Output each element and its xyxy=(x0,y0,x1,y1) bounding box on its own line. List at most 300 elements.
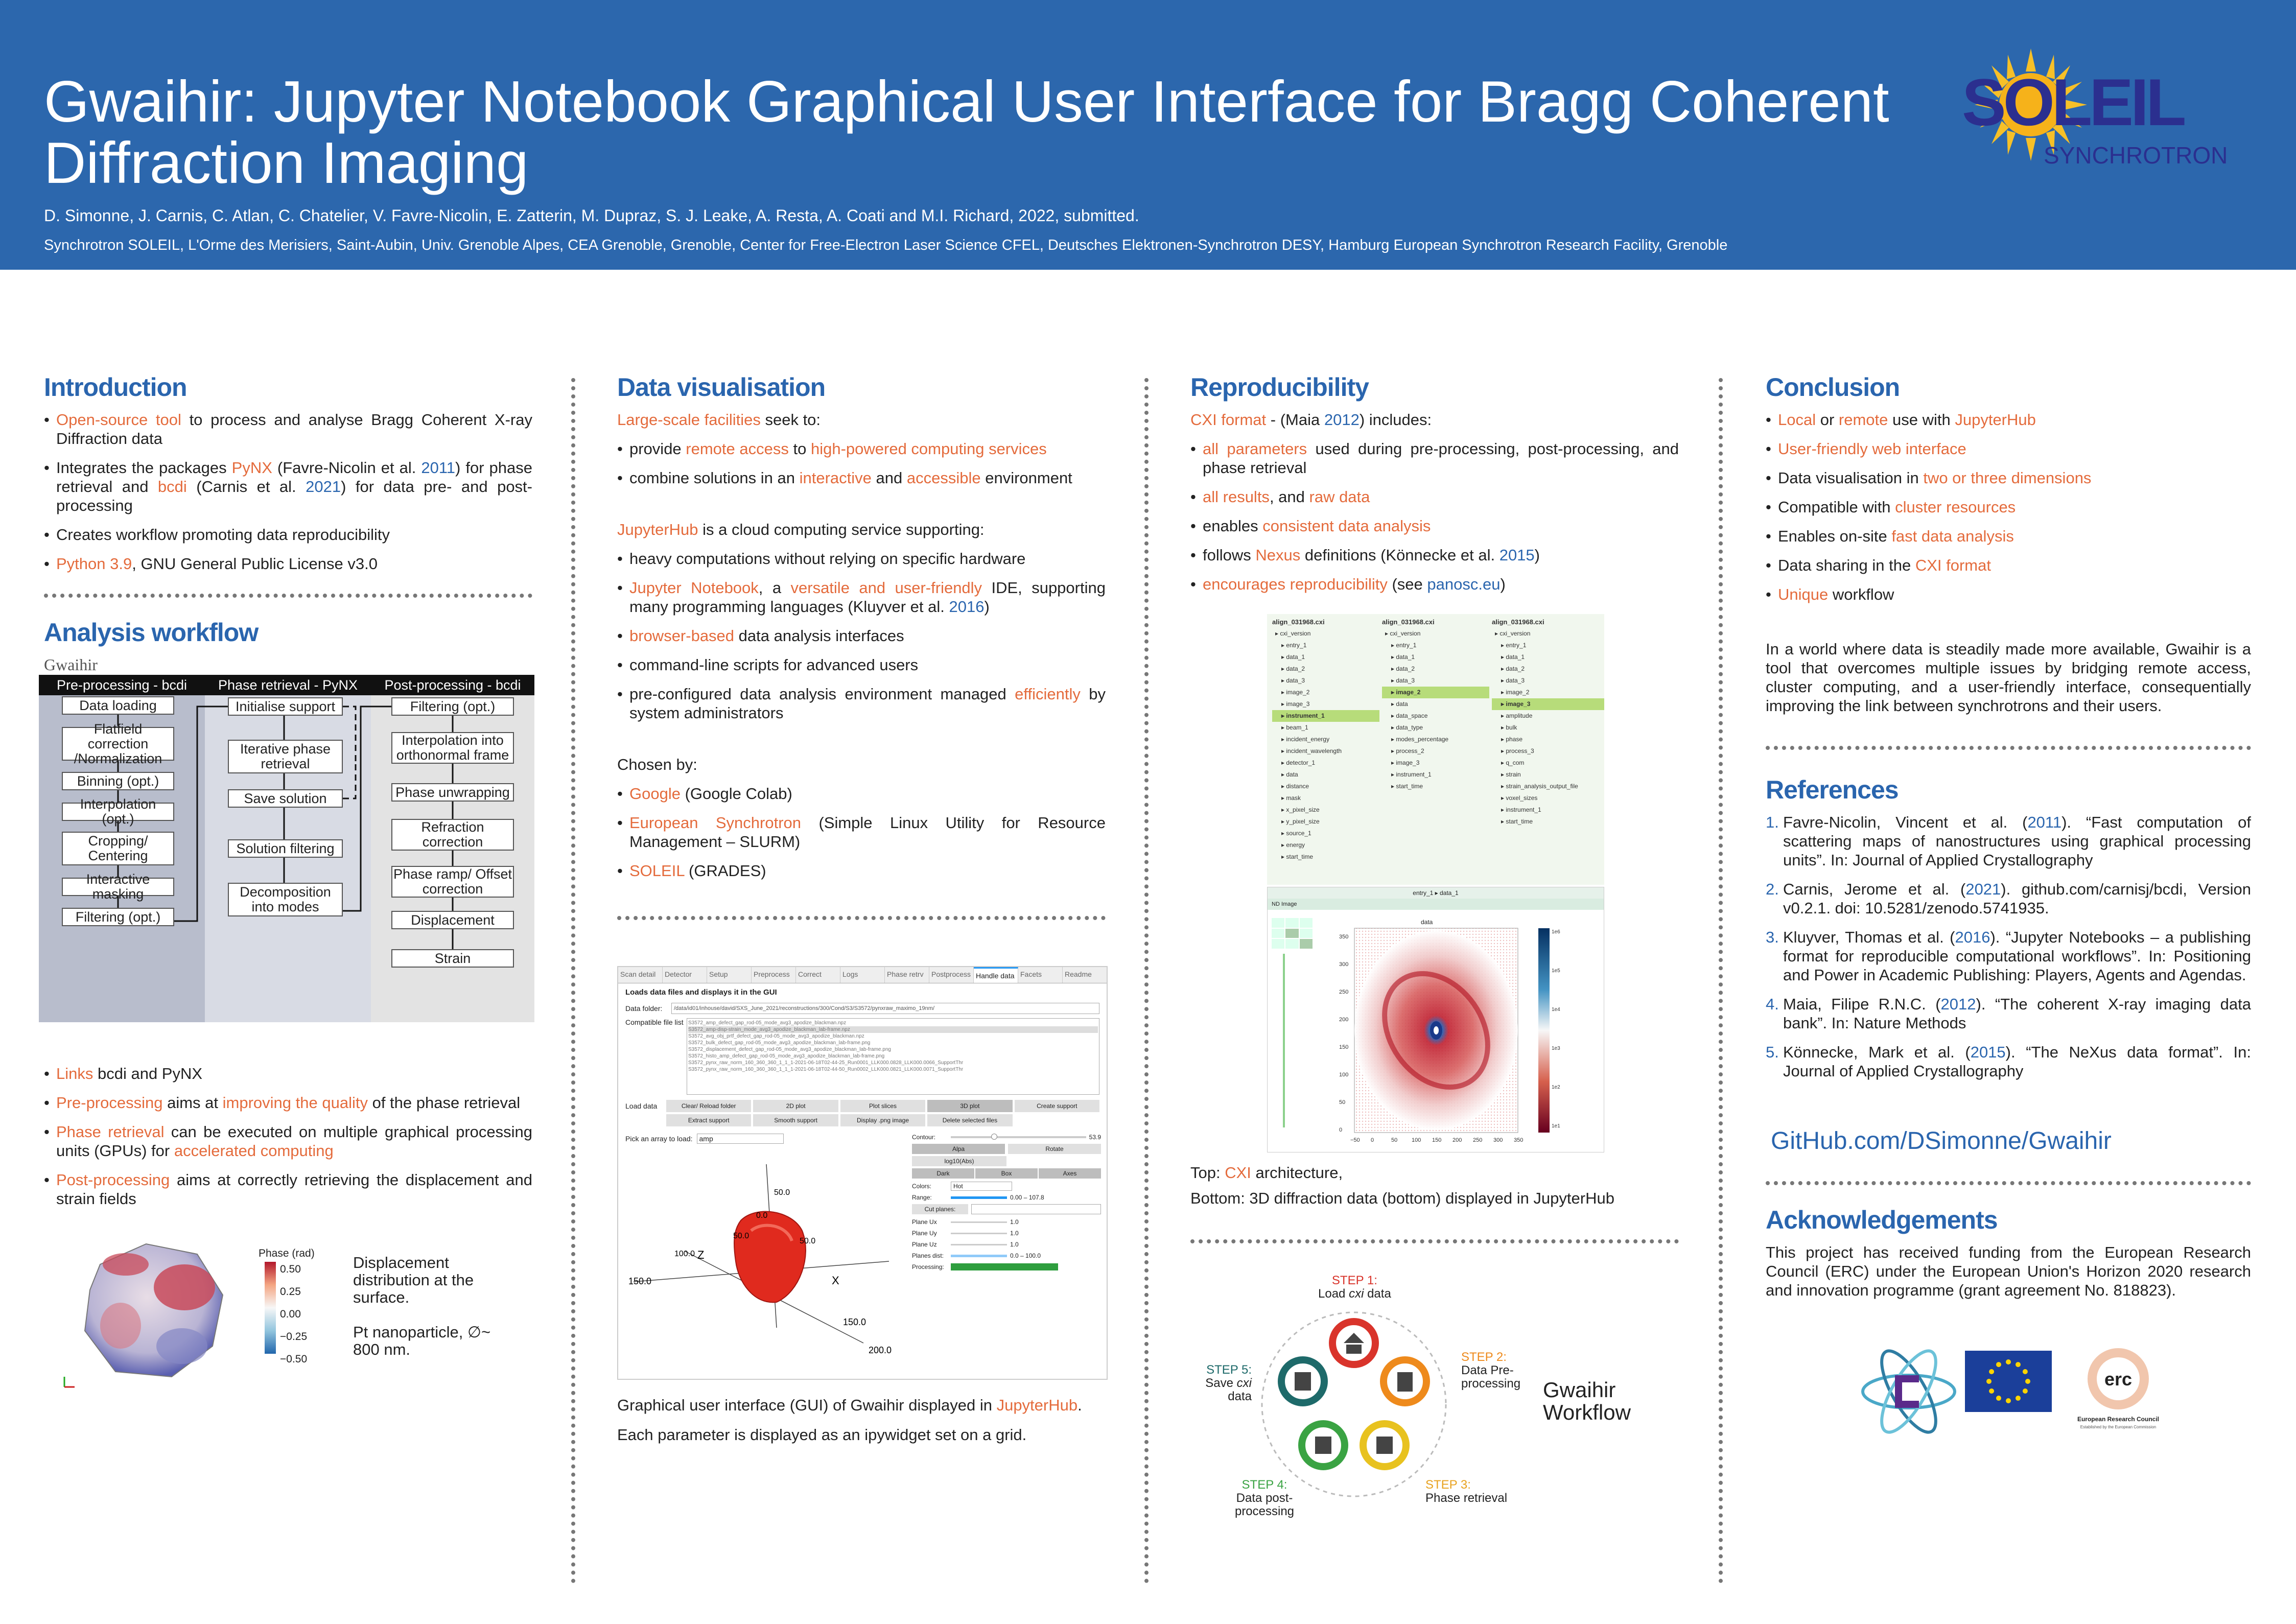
references-heading: References xyxy=(1766,775,1899,804)
pre-step: Filtering (opt.) xyxy=(62,908,174,926)
pre-step: Cropping/ Centering xyxy=(62,832,174,865)
plane-uz-slider[interactable] xyxy=(951,1244,1007,1245)
viewer-cbar-tick: 1e5 xyxy=(1552,968,1560,974)
tree-node[interactable]: ▸ data_3 xyxy=(1391,677,1415,684)
gui-pick-label: Pick an array to load: xyxy=(625,1135,693,1143)
tree-node[interactable]: ▸ data_1 xyxy=(1391,653,1415,661)
tree-node[interactable]: ▸ image_2 xyxy=(1382,687,1489,698)
range-label: Range: xyxy=(912,1194,932,1201)
tree-title: align_031968.cxi xyxy=(1382,618,1435,626)
gui-folder-label: Data folder: xyxy=(625,1004,663,1013)
plot-slices-button[interactable]: Plot slices xyxy=(840,1100,925,1112)
svg-text:Established by the European Co: Established by the European Commission xyxy=(2080,1425,2157,1429)
viewer-xtick: −50 xyxy=(1350,1137,1360,1143)
tree-node[interactable]: ▸ modes_percentage xyxy=(1391,736,1449,743)
list-item[interactable]: S3572_displacement_defect_gap_rod-05_mode_avg3_apodize_blackman_lab-frame.png xyxy=(688,1047,891,1052)
viewer-xtick: 350 xyxy=(1514,1137,1524,1143)
reproducibility-heading: Reproducibility xyxy=(1190,373,1369,402)
tree-node[interactable]: ▸ mask xyxy=(1281,794,1301,802)
authors-line: D. Simonne, J. Carnis, C. Atlan, C. Chatelier, V. Favre-Nicolin, E. Zatterin, M. Dupraz, S. J. Leake, A. Resta, A. Coati and M.I. Richard, 2022, submitted. xyxy=(44,206,1139,225)
viewer-ytick: 350 xyxy=(1339,934,1349,940)
delete-files-button[interactable]: Delete selected files xyxy=(927,1114,1012,1126)
reference-item: 4. Maia, Filipe R.N.C. (2012). “The coherent X-ray imaging data bank”. In: Nature Methods xyxy=(1766,995,2252,1032)
post-step: Displacement xyxy=(391,911,514,929)
eu-flag-icon xyxy=(1965,1351,2052,1412)
svg-text:X: X xyxy=(832,1274,839,1287)
logo-subtext: SYNCHROTRON xyxy=(2044,142,2228,169)
gui-list-label: Compatible file list xyxy=(625,1018,684,1026)
conclusion-heading: Conclusion xyxy=(1766,373,1900,402)
gui-tab[interactable]: Correct xyxy=(796,967,840,983)
tree-node[interactable]: ▸ instrument_1 xyxy=(1501,806,1541,813)
load-step-icon xyxy=(1332,1322,1375,1364)
colorbar-title: Phase (rad) xyxy=(259,1248,315,1259)
cxi-tree-3 xyxy=(1492,628,1604,828)
eu-star xyxy=(2025,1379,2030,1384)
eu-star xyxy=(2006,1398,2011,1403)
viewer-ytick: 300 xyxy=(1339,961,1349,968)
tree-node[interactable]: ▸ bulk xyxy=(1501,724,1517,731)
plane-ux-label: Plane Ux xyxy=(912,1218,937,1226)
viewer-ytick: 200 xyxy=(1339,1017,1349,1023)
dataviz-list-1 xyxy=(617,439,1106,487)
extract-support-button[interactable]: Extract support xyxy=(666,1114,751,1126)
save-step-icon xyxy=(1281,1360,1324,1403)
processing-label: Processing: xyxy=(912,1263,944,1270)
tree-node[interactable]: ▸ image_3 xyxy=(1492,698,1604,710)
dataviz-list-2 xyxy=(617,549,1106,722)
section-separator xyxy=(1766,1181,2251,1185)
colorbar-ticks: 0.50 0.25 0.00 −0.25 −0.50 xyxy=(280,1263,308,1365)
post-step: Refraction correction xyxy=(391,819,514,851)
gui-tab[interactable]: Phase retrv xyxy=(885,967,929,983)
viewer-ytick: 50 xyxy=(1339,1099,1346,1105)
plane-uy-label: Plane Uy xyxy=(912,1230,937,1237)
affiliations-line: Synchrotron SOLEIL, L'Orme des Merisiers, Saint-Aubin, Univ. Grenoble Alpes, CEA Grenoble, Grenoble, Center for Free-Electron Laser Science CFEL, Deutsches Elektronen-Synchrotron DESY, Hamburg European Synchrotron Research Facility, Grenoble xyxy=(44,237,1728,253)
eu-star xyxy=(2016,1396,2021,1401)
eu-star xyxy=(1996,1362,2001,1367)
viewer-ytick: 150 xyxy=(1339,1044,1349,1050)
list-item: • provide remote access to high-powered computing services xyxy=(617,439,1106,458)
chosen-by: Chosen by: xyxy=(617,756,697,773)
tree-node[interactable]: ▸ image_2 xyxy=(1281,689,1310,696)
tree-node[interactable]: ▸ image_3 xyxy=(1281,700,1310,708)
tree-node[interactable]: ▸ y_pixel_size xyxy=(1281,818,1320,825)
tree-node[interactable]: ▸ data_type xyxy=(1391,724,1423,731)
svg-text:0.0: 0.0 xyxy=(756,1211,768,1220)
tree-node[interactable]: ▸ data xyxy=(1281,771,1298,778)
tree-node[interactable]: ▸ data xyxy=(1391,700,1408,708)
tree-node[interactable]: ▸ strain_analysis_output_file xyxy=(1501,783,1578,790)
list-item: • SOLEIL (GRADES) xyxy=(617,861,1106,880)
phase-step: Initialise support xyxy=(228,697,343,716)
gui-tabbar xyxy=(618,967,1107,983)
preprocess-step-icon xyxy=(1384,1360,1426,1403)
svg-text:50.0: 50.0 xyxy=(800,1237,816,1245)
list-item: • Jupyter Notebook, a versatile and user-friendly IDE, supporting many programming languages (Kluyver et al. 2016) xyxy=(617,578,1106,616)
post-step: Strain xyxy=(391,949,514,968)
introduction-list xyxy=(44,410,532,573)
viewer-xtick: 250 xyxy=(1473,1137,1483,1143)
column-introduction xyxy=(44,373,532,1397)
tree-node[interactable]: ▸ beam_1 xyxy=(1281,724,1308,731)
workflow-heading: Analysis workflow xyxy=(44,618,259,647)
planes-dist-label: Planes dist: xyxy=(912,1252,944,1259)
list-item: • encourages reproducibility (see panosc.eu) xyxy=(1190,575,1679,594)
list-item[interactable]: S3572_pynx_raw_norm_160_360_360_1_1_1-2021-06-18T02-44-25_Run0001_LLK000.0828_LLK000.0066_SupportThr xyxy=(688,1060,964,1066)
gui-tab[interactable]: Scan detail xyxy=(618,967,663,983)
tree-node[interactable]: ▸ distance xyxy=(1281,783,1309,790)
tree-node[interactable]: ▸ q_com xyxy=(1501,759,1525,766)
cxi-intro: CXI format - (Maia 2012) includes: xyxy=(1190,411,1432,429)
pre-step: Interpolation (opt.) xyxy=(62,803,174,821)
list-item: • Integrates the packages PyNX (Favre-Nicolin et al. 2011) for phase retrieval and bcdi (Carnis et al. 2021) for data pre- and post- processing xyxy=(44,458,532,515)
viewer-titlebar: entry_1 ▸ data_1 xyxy=(1268,887,1604,899)
column-reproducibility xyxy=(1190,373,1679,1529)
workflow-cycle-title: Gwaihir Workflow xyxy=(1543,1378,1631,1424)
tree-node[interactable]: ▸ incident_energy xyxy=(1281,736,1330,743)
viewer-ytick: 100 xyxy=(1339,1072,1349,1078)
list-item: • pre-configured data analysis environment managed efficiently by system administrators xyxy=(617,685,1106,722)
list-item[interactable]: S3572_histo_amp_defect_gap_rod-05_mode_avg3_apodize_blackman_lab-frame.png xyxy=(688,1053,885,1059)
svg-text:100.0: 100.0 xyxy=(674,1250,695,1258)
logo-text: SOLEIL xyxy=(1962,65,2184,139)
introduction-heading: Introduction xyxy=(44,373,187,402)
svg-text:50.0: 50.0 xyxy=(774,1188,790,1197)
column-separator xyxy=(1144,378,1149,1584)
list-item[interactable]: S3572_pynx_raw_norm_160_360_360_1_1_1-2021-06-18T02-44-50_Run0002_LLK000.0821_LLK000.0071_SupportThr xyxy=(688,1067,964,1072)
tree-node[interactable]: ▸ data_1 xyxy=(1281,653,1305,661)
diffraction-viewer xyxy=(1267,887,1604,1152)
tree-node[interactable]: ▸ image_2 xyxy=(1501,689,1530,696)
tree-node[interactable]: ▸ image_3 xyxy=(1391,759,1420,766)
tree-node[interactable]: ▸ voxel_sizes xyxy=(1501,794,1538,802)
cxi-tree-figure xyxy=(1267,614,1604,885)
workflow-cycle xyxy=(1190,1264,1679,1529)
contour-label: Contour: xyxy=(912,1134,936,1141)
nanoparticle-render xyxy=(44,1234,269,1397)
tree-node[interactable]: ▸ data_2 xyxy=(1281,665,1305,672)
step-4-label: STEP 4: Data post-processing xyxy=(1234,1478,1295,1518)
tree-title: align_031968.cxi xyxy=(1272,618,1325,626)
eu-star xyxy=(2023,1388,2028,1394)
dataviz-heading: Data visualisation xyxy=(617,373,826,402)
plot-3d-button[interactable]: 3D plot xyxy=(927,1100,1012,1112)
jupyterhub-intro: JupyterHub is a cloud computing service supporting: xyxy=(617,521,985,538)
tree-title: align_031968.cxi xyxy=(1492,618,1544,626)
tree-node[interactable]: ▸ process_2 xyxy=(1391,747,1424,755)
plane-uz-label: Plane Uz xyxy=(912,1241,937,1248)
svg-text:50.0: 50.0 xyxy=(733,1232,749,1240)
tree-node[interactable]: ▸ data_2 xyxy=(1501,665,1525,672)
phase-retrieval-header: Phase retrieval - PyNX xyxy=(205,675,371,695)
contour-value: 53.9 xyxy=(1089,1134,1101,1141)
post-step: Phase unwrapping xyxy=(391,783,514,802)
gui-tab[interactable]: Facets xyxy=(1018,967,1063,983)
tree-node[interactable]: ▸ detector_1 xyxy=(1281,759,1316,766)
plot-2d-button[interactable]: 2D plot xyxy=(753,1100,838,1112)
reference-item: 2. Carnis, Jerome et al. (2021). github.com/carnisj/bcdi, Version v0.2.1. doi: 10.5281/zenodo.5741935. xyxy=(1766,880,2251,917)
cxi-tree-1 xyxy=(1272,628,1379,863)
section-separator xyxy=(1190,1239,1679,1243)
phase-step: Iterative phase retrieval xyxy=(228,740,343,773)
contour-slider[interactable] xyxy=(951,1136,1086,1138)
eu-star xyxy=(1996,1396,2001,1401)
section-separator xyxy=(44,594,532,598)
eu-star xyxy=(2016,1362,2021,1367)
phase-step: Solution filtering xyxy=(228,839,343,858)
tree-node[interactable]: ▸ amplitude xyxy=(1501,712,1533,719)
viewer-xtick: 0 xyxy=(1371,1137,1374,1143)
tree-node[interactable]: ▸ strain xyxy=(1501,771,1521,778)
cycle-diagram xyxy=(1252,1305,1456,1504)
pre-step: Binning (opt.) xyxy=(62,772,174,790)
soleil-logo xyxy=(1941,49,2238,181)
gui-tab[interactable]: Preprocess xyxy=(752,967,796,983)
processing-bar xyxy=(951,1263,1058,1270)
list-item: • Google (Google Colab) xyxy=(617,784,1106,803)
tree-node[interactable]: ▸ process_3 xyxy=(1501,747,1534,755)
list-item: • Creates workflow promoting data reproducibility xyxy=(44,525,532,544)
column-separator xyxy=(1719,378,1723,1584)
eu-star xyxy=(1986,1379,1992,1384)
list-item: • Open-source tool to process and analyse Bragg Coherent X-ray Diffraction data xyxy=(44,410,532,448)
gui-folder-select[interactable]: /data/id01/inhouse/david/SXS_June_2021/reconstructions/300/Cond/S3/S3572/pynxraw_maximo_19nm/ xyxy=(671,1003,1099,1014)
tree-node[interactable]: ▸ data_space xyxy=(1391,712,1428,719)
pre-step: Data loading xyxy=(62,696,174,715)
list-item: • Compatible with cluster resources xyxy=(1766,498,2251,516)
range-value: 0.00 – 107.8 xyxy=(1010,1194,1044,1201)
viewer-cbar-tick: 1e4 xyxy=(1552,1007,1560,1013)
svg-text:150.0: 150.0 xyxy=(843,1317,866,1327)
plane-ux-slider[interactable] xyxy=(951,1221,1007,1223)
tree-node[interactable]: ▸ instrument_1 xyxy=(1391,771,1432,778)
list-item: • Enables on-site fast data analysis xyxy=(1766,527,2251,546)
tree-node[interactable]: ▸ start_time xyxy=(1391,783,1423,790)
colors-label: Colors: xyxy=(912,1183,932,1190)
section-separator xyxy=(1766,746,2251,750)
list-item: • all results, and raw data xyxy=(1190,487,1679,506)
acknowledgements-text: This project has received funding from the European Research Council (ERC) under the European Union's Horizon 2020 research and innovation programme (grant agreement No. 818823). xyxy=(1766,1243,2251,1299)
tree-node[interactable]: ▸ entry_1 xyxy=(1501,642,1527,649)
dataviz-list-3 xyxy=(617,784,1106,880)
rotate-toggle[interactable]: Rotate xyxy=(1008,1144,1101,1154)
conclusion-list xyxy=(1766,410,2251,604)
display-png-button[interactable]: Display .png image xyxy=(840,1114,925,1126)
tree-node[interactable]: ▸ entry_1 xyxy=(1391,642,1417,649)
log-toggle[interactable]: log10(Abs) xyxy=(912,1156,1006,1166)
step-3-label: STEP 3: Phase retrieval xyxy=(1425,1478,1508,1505)
viewer-xtick: 300 xyxy=(1493,1137,1503,1143)
particle-caption-2: Pt nanoparticle, ∅~ 800 nm. xyxy=(353,1323,491,1358)
list-item[interactable]: S3572_amp_defect_gap_rod-05_mode_avg3_apodize_blackman.npz xyxy=(688,1020,847,1026)
phase-step: Decomposition into modes xyxy=(228,883,343,916)
tree-node[interactable]: ▸ incident_wavelength xyxy=(1281,747,1342,755)
colorbar xyxy=(265,1262,276,1354)
eu-star xyxy=(2023,1369,2028,1374)
step-5-label: STEP 5: Save cxi data xyxy=(1205,1363,1252,1403)
plane-uy-slider[interactable] xyxy=(951,1233,1007,1234)
list-item: • Unique workflow xyxy=(1766,585,2251,604)
reference-item: 5. Könnecke, Mark et al. (2015). “The NeXus data format”. In: Journal of Applied Crystallography xyxy=(1766,1043,2251,1080)
cxi-caption-1: Top: CXI architecture, xyxy=(1190,1164,1343,1182)
dataviz-intro: Large-scale facilities seek to: xyxy=(617,411,821,429)
erc-logo-icon xyxy=(2067,1340,2169,1443)
diffraction-plot xyxy=(1319,918,1605,1153)
tree-node[interactable]: ▸ start_time xyxy=(1501,818,1533,825)
svg-text:Z: Z xyxy=(697,1249,705,1261)
viewer-xtick: 150 xyxy=(1432,1137,1442,1143)
axes-toggle[interactable]: Axes xyxy=(1039,1168,1101,1179)
pre-step: Flatfield correction /Normalization xyxy=(62,727,174,761)
gui-caption-2: Each parameter is displayed as an ipywidget set on a grid. xyxy=(617,1426,1027,1444)
viewer-xtick: 50 xyxy=(1391,1137,1398,1143)
gui-tab[interactable]: Logs xyxy=(840,967,885,983)
list-item: • heavy computations without relying on specific hardware xyxy=(617,549,1106,568)
cut-planes-button[interactable]: Cut planes: xyxy=(912,1204,968,1214)
gui-tab[interactable]: Setup xyxy=(707,967,752,983)
pre-step: Interactive masking xyxy=(62,878,174,896)
references-list xyxy=(1766,813,2251,1080)
gui-tab[interactable]: Postprocess xyxy=(929,967,974,983)
list-item: • European Synchrotron (Simple Linux Utility for Resource Management – SLURM) xyxy=(617,813,1106,851)
workflow-list xyxy=(44,1064,532,1208)
list-item: • Data sharing in the CXI format xyxy=(1766,556,2251,575)
reference-item: 3. Kluyver, Thomas et al. (2016). “Jupyter Notebooks – a publishing format for reproducible computational workflows”. In: Positioning and Power in Academic Publishing: Players, Agents and Agendas. xyxy=(1766,928,2251,984)
poster-title: Gwaihir: Jupyter Notebook Graphical User Interface for Bragg Coherent Diffraction Imaging xyxy=(44,69,1889,196)
viewer-cbar-tick: 1e3 xyxy=(1552,1046,1560,1051)
list-item: • Phase retrieval can be executed on multiple graphical processing units (GPUs) for accelerated computing xyxy=(44,1122,532,1160)
list-item: • Data visualisation in two or three dimensions xyxy=(1766,468,2251,487)
postprocessing-header: Post-processing - bcdi xyxy=(371,675,534,695)
list-item: • enables consistent data analysis xyxy=(1190,516,1679,535)
tree-node[interactable]: ▸ instrument_1 xyxy=(1272,710,1379,722)
viewer-toolbar[interactable]: ND Image xyxy=(1268,899,1604,910)
tree-node[interactable]: ▸ data_2 xyxy=(1391,665,1415,672)
list-item[interactable]: S3572_bulk_defect_gap_rod-05_mode_avg3_apodize_blackman_lab-frame.png xyxy=(688,1040,871,1046)
tree-node[interactable]: ▸ source_1 xyxy=(1281,830,1311,837)
tree-node[interactable]: ▸ data_1 xyxy=(1501,653,1525,661)
list-item: • follows Nexus definitions (Könnecke et al. 2015) xyxy=(1190,546,1679,564)
phase-step-icon xyxy=(1363,1424,1406,1467)
list-item: • combine solutions in an interactive and accessible environment xyxy=(617,468,1106,487)
cxi-caption-2: Bottom: 3D diffraction data (bottom) displayed in JupyterHub xyxy=(1190,1189,1614,1207)
post-step: Phase ramp/ Offset correction xyxy=(391,866,514,898)
workflow-diagram xyxy=(44,655,534,1023)
tree-node[interactable]: ▸ cxi_version xyxy=(1275,630,1311,637)
viewer-axis-selector[interactable] xyxy=(1272,918,1313,949)
eu-star xyxy=(1989,1369,1994,1374)
clear-reload-button[interactable]: Clear/ Reload folder xyxy=(666,1100,751,1112)
post-step: Interpolation into orthonormal frame xyxy=(391,732,514,764)
preprocessing-header: Pre-processing - bcdi xyxy=(39,675,205,695)
reproducibility-list xyxy=(1190,439,1679,594)
post-step: Filtering (opt.) xyxy=(391,697,514,716)
list-item: • Local or remote use with JupyterHub xyxy=(1766,410,2251,429)
particle-caption: Displacement distribution at the surface. xyxy=(353,1254,474,1306)
conclusion-paragraph: In a world where data is steadily made more available, Gwaihir is a tool that overcomes multiple issues by bridging remote access, cluster computing, and a user-friendly interface, consequentially improving the link between synchrotrons and their users. xyxy=(1766,640,2251,715)
tree-node[interactable]: ▸ data_3 xyxy=(1501,677,1525,684)
alpha-toggle[interactable]: Alpa xyxy=(912,1144,1005,1154)
reference-item: 1. Favre-Nicolin, Vincent et al. (2011). “Fast computation of scattering maps of nanostructures using graphical processing units”. In: Journal of Applied Crystallography xyxy=(1766,813,2251,869)
list-item[interactable]: S3572_avg_obj_prtf_defect_gap_rod-05_mode_avg3_apodize_blackman.npz xyxy=(688,1033,864,1039)
list-item: • Python 3.9, GNU General Public License v3.0 xyxy=(44,554,532,573)
viewer-xtick: 200 xyxy=(1452,1137,1462,1143)
viewer-cbar-tick: 1e2 xyxy=(1552,1085,1560,1090)
gui-tab-active[interactable]: Handle data xyxy=(974,967,1018,983)
gui-tab[interactable]: Readme xyxy=(1065,970,1092,978)
list-item: • command-line scripts for advanced users xyxy=(617,655,1106,674)
eu-star xyxy=(2006,1359,2011,1364)
column-conclusion xyxy=(1766,373,2252,1443)
workflow-label: Gwaihir xyxy=(44,655,98,674)
list-item: • Pre-processing aims at improving the quality of the phase retrieval xyxy=(44,1093,532,1112)
gui-title: Loads data files and displays it in the GUI xyxy=(625,988,777,997)
list-item[interactable]: S3572_amp-disp-strain_mode_avg3_apodize_blackman_lab-frame.npz xyxy=(688,1026,1098,1033)
gui-load-label: Load data xyxy=(625,1102,658,1110)
viewer-slice-slider[interactable] xyxy=(1283,954,1285,1127)
tree-node[interactable]: ▸ start_time xyxy=(1281,853,1314,860)
header-banner xyxy=(0,0,2296,270)
tree-node[interactable]: ▸ energy xyxy=(1281,841,1305,849)
viewer-xtick: 100 xyxy=(1412,1137,1421,1143)
funding-logos xyxy=(1766,1340,2251,1443)
viewer-plot-title: data xyxy=(1421,919,1433,926)
list-item: • Links bcdi and PyNX xyxy=(44,1064,532,1083)
smooth-support-button[interactable]: Smooth support xyxy=(753,1114,838,1126)
list-item: • browser-based data analysis interfaces xyxy=(617,626,1106,645)
phase-step: Save solution xyxy=(228,789,343,808)
create-support-button[interactable]: Create support xyxy=(1015,1100,1099,1112)
colors-select[interactable]: Hot xyxy=(951,1182,1012,1191)
postprocess-step-icon xyxy=(1302,1424,1345,1467)
viewer-ytick: 0 xyxy=(1339,1127,1343,1133)
list-item: • User-friendly web interface xyxy=(1766,439,2251,458)
box-toggle[interactable]: Box xyxy=(975,1168,1038,1179)
tree-node[interactable]: ▸ cxi_version xyxy=(1385,630,1421,637)
gui-caption-1: Graphical user interface (GUI) of Gwaihir displayed in JupyterHub. xyxy=(617,1396,1082,1414)
column-data-visualisation xyxy=(617,373,1106,1445)
list-item: • Post-processing aims at correctly retrieving the displacement and strain fields xyxy=(44,1170,532,1208)
section-separator xyxy=(617,916,1106,920)
column-separator xyxy=(571,378,575,1584)
tree-node[interactable]: ▸ cxi_version xyxy=(1495,630,1531,637)
tree-node[interactable]: ▸ entry_1 xyxy=(1281,642,1307,649)
cxi-tree-2 xyxy=(1382,628,1489,792)
gui-file-list[interactable] xyxy=(687,1018,1099,1095)
tree-node[interactable]: ▸ phase xyxy=(1501,736,1523,743)
gui-tab[interactable]: Detector xyxy=(663,967,707,983)
particle-figure xyxy=(44,1234,532,1397)
eu-star xyxy=(1989,1388,1994,1394)
viewer-cbar-tick: 1e1 xyxy=(1552,1123,1560,1129)
list-item: • all parameters used during pre-processing, post-processing, and phase retrieval xyxy=(1190,439,1679,477)
atom-logo-icon xyxy=(1858,1340,1960,1443)
viewer-cbar-tick: 1e6 xyxy=(1552,929,1560,935)
planes-dist-slider[interactable] xyxy=(951,1255,1007,1257)
acknowledgements-heading: Acknowledgements xyxy=(1766,1206,1998,1234)
tree-node[interactable]: ▸ data_3 xyxy=(1281,677,1305,684)
github-link[interactable]: GitHub.com/DSimonne/Gwaihir xyxy=(1771,1127,2112,1155)
svg-text:200.0: 200.0 xyxy=(869,1345,892,1353)
step-1-label: STEP 1: Load cxi data xyxy=(1318,1274,1391,1301)
range-slider[interactable] xyxy=(951,1196,1007,1199)
gui-3d-plot xyxy=(623,1149,909,1353)
dark-toggle[interactable]: Dark xyxy=(912,1168,974,1179)
gui-screenshot: Scan detail Detector Setup Preprocess Correct Logs Phase retrv Postprocess Handle data Facets Readme Loads data files and displays it in the GUI Data folder: /data/id01/inhouse/david/SXS_June_2021/reconstructions/300/Cond/S3/S3572/pynxraw_maximo_19nm/ Compatible file list S3572_amp_defect_gap_rod-05_mode_avg3_apodize_blackman.npz S3572_amp-disp-strain_mode_avg3_apodize_blackman_lab-frame.npz S3572_avg_obj_prtf_defect_gap_rod-05_mode_avg3_apodize_blackman.npz S3572_bulk_defect_gap_rod-05_mode_avg3_apodize_blackman_lab-frame.png S3572_displacement_defect_gap_rod-05_mode_avg3_apodize_blackman_lab-frame.png S3572_histo_amp_defect_gap_rod-05_mode_avg3_apodize_blackman_lab-frame.png S3572_pynx_raw_norm_160_360_360_1_1_1-2021-06-18T02-44-25_Run0001_LLK000.0828_LLK000.0066_SupportThr S3572_pynx_raw_norm_160_360_360_1_1_1-2021-06-18T02-44-50_Run0002_LLK000.0821_LLK000.0071_SupportThr Load data Clear/ Reload folder 2D plot Plot slices 3D plot Create support Extract support Smooth support Display .png image Delete selected files Pick an array to load: amp 50.0 0.0 50.0 100.0 150.0 150.0 200.0 50.0 Z X Contour: 53.9 Alpa Rotate log10(Abs) Dark Box Axes Colors: Hot Range: 0.00 – 107.8 Cut planes: Plane Ux 1.0 Plane Uy 1.0 Plane Uz 1.0 Planes dist: 0.0 – 100.0 Processing: xyxy=(617,966,1108,1380)
gui-pick-select[interactable]: amp xyxy=(697,1134,784,1144)
tree-node[interactable]: ▸ x_pixel_size xyxy=(1281,806,1320,813)
